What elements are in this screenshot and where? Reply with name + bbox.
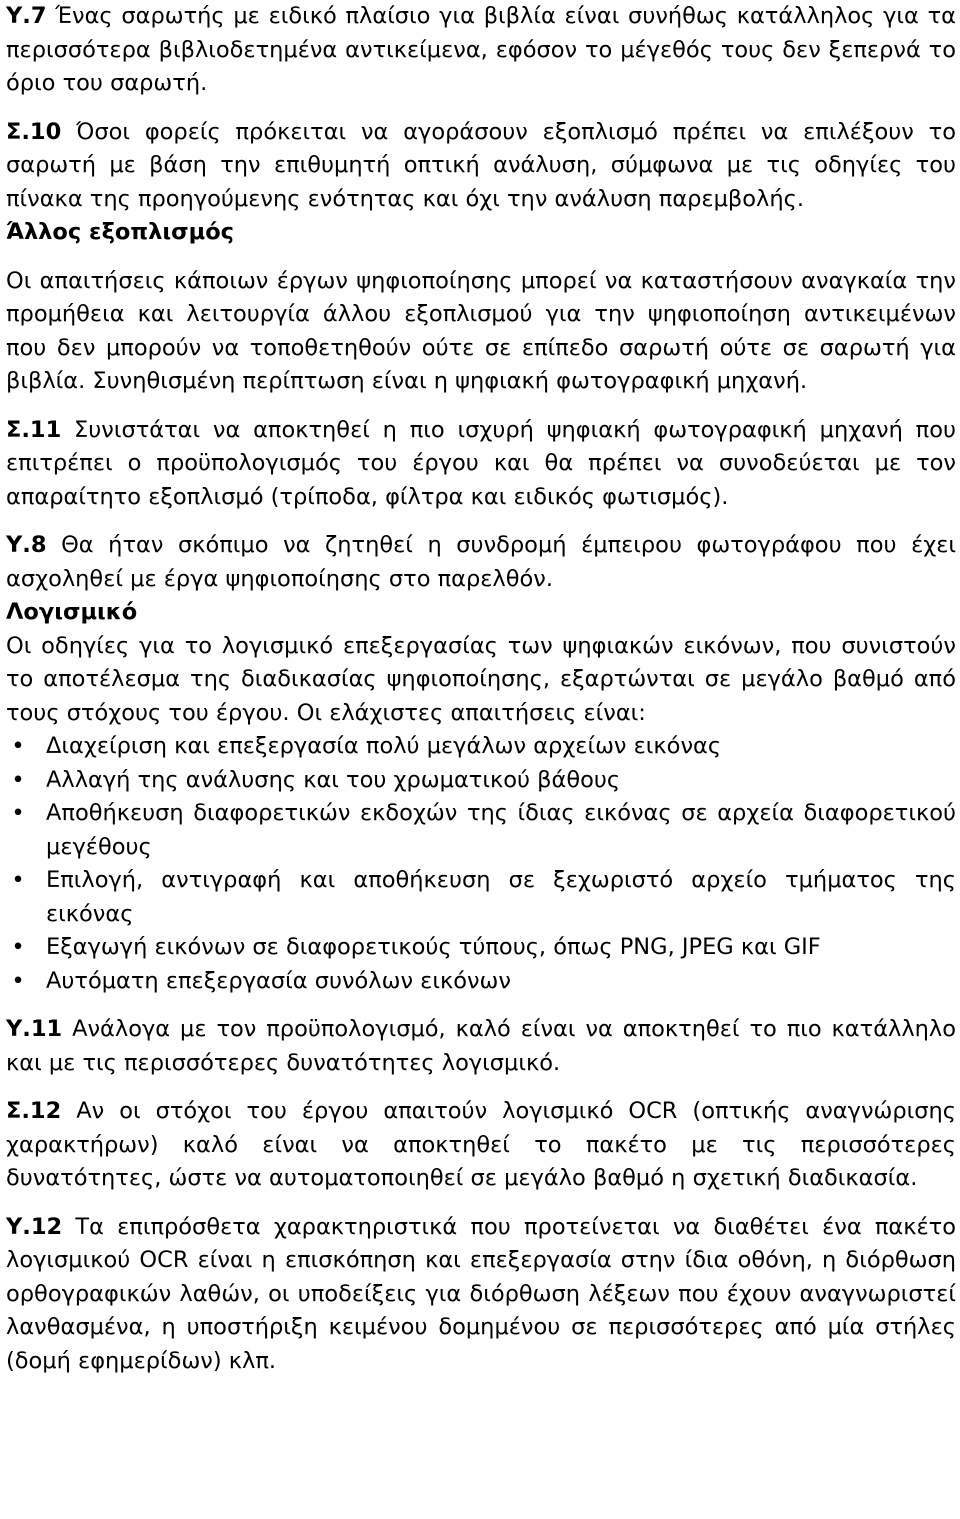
list-item [6,965,956,999]
list-item [6,931,956,965]
list-item-text: Επιλογή, αντιγραφή και αποθήκευση σε ξεχωριστό αρχείο τμήματος της εικόνας [46,867,956,927]
requirements-list [6,730,956,998]
bullet-icon: • [11,733,25,759]
paragraph-other-equipment [6,265,956,399]
paragraph-text: Οι απαιτήσεις κάποιων έργων ψηφιοποίησης μπορεί να καταστήσουν αναγκαία την προμήθεια και λειτουργία άλλου εξοπλισμού για την ψηφιοποίηση αντικειμένων που δεν μπορούν να τοποθετηθούν ούτε σε επίπεδο σαρωτή ούτε σε σαρωτή για βιβλία. Συνηθισμένη περίπτωση είναι η ψηφιακή φωτογραφική μηχανή. [6,267,956,394]
paragraph-y7 [6,0,956,101]
list-item [6,864,956,931]
bullet-icon: • [11,967,25,994]
paragraph-software [6,630,956,731]
rule-code: Σ.11 [6,416,62,443]
paragraph-text: Θα ήταν σκόπιμο να ζητηθεί η συνδρομή έμπειρου φωτογράφου που έχει ασχοληθεί με έργα ψηφιοποίησης στο παρελθόν. [6,532,956,592]
rule-code: Υ.8 [6,532,47,558]
paragraph-text: Όσοι φορείς πρόκειται να αγοράσουν εξοπλισμό πρέπει να επιλέξουν το σαρωτή με βάση την επιθυμητή οπτική ανάλυση, σύμφωνα με τις οδηγίες του πίνακα της προηγούμενης ενότητας και όχι την ανάλυση παρεμβολής. [6,118,956,212]
paragraph-text: Συνιστάται να αποκτηθεί η πιο ισχυρή ψηφιακή φωτογραφική μηχανή που επιτρέπει ο προϋπολογισμός του έργου και θα πρέπει να συνοδεύεται με τον απαραίτητο εξοπλισμό (τρίποδα, φίλτρα και ειδικός φωτισμός). [6,416,956,510]
list-item-text: Αποθήκευση διαφορετικών εκδοχών της ίδιας εικόνας σε αρχεία διαφορετικού μεγέθους [46,800,956,860]
bullet-icon: • [11,766,25,793]
paragraph-s10 [6,116,956,217]
paragraph-text: Ένας σαρωτής με ειδικό πλαίσιο για βιβλία είναι συνήθως κατάλληλος για τα περισσότερα βιβλιοδετημένα αντικείμενα, εφόσον το μέγεθός τους δεν ξεπερνά το όριο του σαρωτή. [6,3,956,96]
list-item-text: Διαχείριση και επεξεργασία πολύ μεγάλων αρχείων εικόνας [46,733,722,759]
document-page [6,0,956,1378]
list-item-text: Εξαγωγή εικόνων σε διαφορετικούς τύπους, όπως PNG, JPEG και GIF [46,934,821,960]
list-item-text: Αλλαγή της ανάλυσης και του χρωματικού βάθους [46,766,621,793]
rule-code: Υ.12 [6,1213,63,1240]
section-heading-software: Λογισμικό [6,599,138,625]
paragraph-y8 [6,529,956,596]
bullet-icon: • [11,800,25,826]
rule-code: Υ.11 [6,1016,63,1042]
rule-code: Σ.10 [6,118,62,145]
section-heading-other-equipment: Άλλος εξοπλισμός [6,219,234,245]
paragraph-text: Αν οι στόχοι του έργου απαιτούν λογισμικό OCR (οπτικής αναγνώρισης χαρακτήρων) καλό είναι να αποκτηθεί το πακέτο με τις περισσότερες δυνατότητες, ώστε να αυτοματοποιηθεί σε μεγάλο βαθμό η σχετική διαδικασία. [6,1098,956,1191]
list-item [6,730,956,764]
list-item [6,797,956,864]
paragraph-text: Οι οδηγίες για το λογισμικό επεξεργασίας των ψηφιακών εικόνων, που συνιστούν το αποτέλεσμα της διαδικασίας ψηφιοποίησης, εξαρτώνται σε μεγάλο βαθμό από τους στόχους του έργου. Οι ελάχιστες απαιτήσεις είναι: [6,632,956,726]
paragraph-s11 [6,414,956,515]
paragraph-s12 [6,1095,956,1196]
paragraph-text: Ανάλογα με τον προϋπολογισμό, καλό είναι να αποκτηθεί το πιο κατάλληλο και με τις περισσότερες δυνατότητες λογισμικό. [6,1016,956,1076]
rule-code: Υ.7 [6,3,47,29]
paragraph-y11 [6,1013,956,1080]
list-item-text: Αυτόματη επεξεργασία συνόλων εικόνων [46,967,511,994]
bullet-icon: • [11,867,25,893]
bullet-icon: • [11,934,25,960]
paragraph-text: Τα επιπρόσθετα χαρακτηριστικά που προτείνεται να διαθέτει ένα πακέτο λογισμικού OCR είναι η επισκόπηση και επεξεργασία στην ίδια οθόνη, η διόρθωση ορθογραφικών λαθών, οι υποδείξεις για διόρθωση λέξεων που έχουν αναγνωριστεί λανθασμένα, η υποστήριξη κειμένου δομημένου σε περισσότερες από μία στήλες (δομή εφημερίδων) κλπ. [6,1213,956,1374]
rule-code: Σ.12 [6,1098,62,1124]
paragraph-y12 [6,1211,956,1379]
list-item [6,764,956,798]
